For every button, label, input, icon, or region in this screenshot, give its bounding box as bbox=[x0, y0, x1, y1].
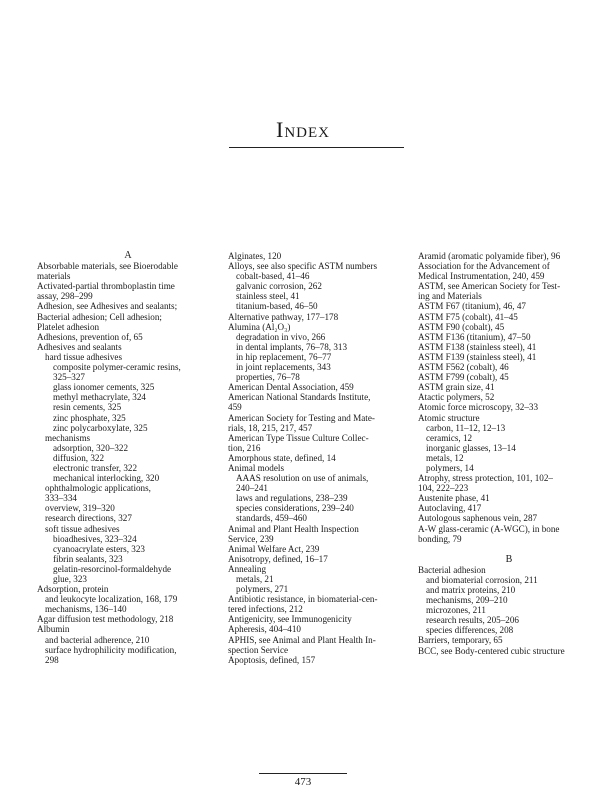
index-entry: Medical Instrumentation, 240, 459 bbox=[418, 271, 545, 282]
index-entry: rials, 18, 215, 217, 457 bbox=[228, 422, 313, 433]
index-entry: ASTM F136 (titanium), 47–50 bbox=[418, 331, 531, 342]
index-entry: Apoptosis, defined, 157 bbox=[228, 654, 316, 665]
footer-rule bbox=[259, 773, 347, 774]
index-entry: Association for the Advancement of bbox=[418, 261, 550, 272]
index-entry: 333–334 bbox=[45, 493, 77, 504]
index-entry: ASTM F139 (stainless steel), 41 bbox=[418, 351, 537, 362]
index-entry: Animal models bbox=[228, 462, 285, 473]
index-entry: polymers, 271 bbox=[236, 584, 289, 595]
index-entry: standards, 459–460 bbox=[236, 513, 307, 524]
index-entry: ASTM F799 (cobalt), 45 bbox=[418, 372, 509, 383]
index-entry: APHIS, see Animal and Plant Health In- bbox=[228, 634, 376, 645]
index-entry: Austenite phase, 41 bbox=[418, 493, 490, 504]
index-column-2 bbox=[228, 251, 410, 665]
index-entry: Service, 239 bbox=[228, 533, 274, 544]
index-column-3 bbox=[418, 251, 600, 656]
index-entry: Bacterial adhesion bbox=[418, 564, 486, 575]
index-entry: Annealing bbox=[228, 563, 267, 574]
index-entry: Albumin bbox=[37, 624, 70, 635]
index-entry: tered infections, 212 bbox=[228, 604, 303, 615]
index-entry: mechanisms, 209–210 bbox=[426, 595, 508, 606]
index-entry: surface hydrophilicity modification, bbox=[45, 644, 177, 655]
index-entry: Bacterial adhesion; Cell adhesion; bbox=[37, 311, 162, 322]
index-entry: tion, 216 bbox=[228, 442, 261, 453]
index-entry: species considerations, 239–240 bbox=[236, 503, 354, 514]
index-entry: spection Service bbox=[228, 644, 289, 655]
index-entry: Animal and Plant Health Inspection bbox=[228, 523, 359, 534]
index-entry: Barriers, temporary, 65 bbox=[418, 635, 503, 646]
index-entry: Antibiotic resistance, in biomaterial-cen- bbox=[228, 594, 378, 605]
index-entry: methyl methacrylate, 324 bbox=[53, 392, 146, 403]
index-entry: ASTM, see American Society for Test- bbox=[418, 281, 561, 292]
index-entry: in dental implants, 76–78, 313 bbox=[236, 341, 348, 352]
index-entry: A-W glass-ceramic (A-WGC), in bone bbox=[418, 523, 560, 534]
index-entry: zinc polycarboxylate, 325 bbox=[53, 422, 148, 433]
index-entry: research directions, 327 bbox=[45, 513, 132, 524]
index-entry: materials bbox=[37, 271, 71, 282]
index-entry: Adhesions, prevention of, 65 bbox=[37, 331, 143, 342]
index-entry: diffusion, 322 bbox=[53, 452, 105, 463]
index-entry: composite polymer-ceramic resins, bbox=[53, 362, 181, 373]
index-entry: American Dental Association, 459 bbox=[228, 382, 354, 393]
index-entry: ASTM F90 (cobalt), 45 bbox=[418, 321, 505, 332]
index-entry: Antigenicity, see Immunogenicity bbox=[228, 614, 352, 625]
index-entry: bioadhesives, 323–324 bbox=[53, 533, 137, 544]
index-entry: electronic transfer, 322 bbox=[53, 462, 138, 473]
section-letter: B bbox=[505, 553, 513, 565]
index-entry: in hip replacement, 76–77 bbox=[236, 351, 332, 362]
index-entry: Activated-partial thromboplastin time bbox=[37, 281, 175, 292]
index-entry: Adhesives and sealants bbox=[37, 341, 122, 352]
index-entry: ceramics, 12 bbox=[426, 432, 473, 443]
index-entry: and bacterial adherence, 210 bbox=[45, 634, 150, 645]
index-entry: cobalt-based, 41–46 bbox=[236, 271, 310, 282]
index-entry: American Society for Testing and Mate- bbox=[228, 412, 375, 423]
index-entry: overview, 319–320 bbox=[45, 503, 115, 514]
index-entry: Autoclaving, 417 bbox=[418, 503, 482, 514]
index-entry: Autologous saphenous vein, 287 bbox=[418, 513, 538, 524]
index-entry: 325–327 bbox=[53, 372, 85, 383]
index-entry: research results, 205–206 bbox=[426, 615, 519, 626]
index-entry: mechanical interlocking, 320 bbox=[53, 473, 160, 484]
index-entry: stainless steel, 41 bbox=[236, 291, 300, 302]
index-entry: Platelet adhesion bbox=[37, 321, 100, 332]
index-entry: resin cements, 325 bbox=[53, 402, 122, 413]
index-entry: galvanic corrosion, 262 bbox=[236, 281, 322, 292]
index-column-1 bbox=[37, 251, 219, 665]
index-entry: AAAS resolution on use of animals, bbox=[236, 473, 369, 484]
index-entry: American National Standards Institute, bbox=[228, 392, 371, 403]
index-entry: mechanisms bbox=[45, 432, 91, 443]
index-entry: Adhesion, see Adhesives and sealants; bbox=[37, 301, 178, 312]
index-entry: 104, 222–223 bbox=[418, 483, 469, 494]
index-entry: Alternative pathway, 177–178 bbox=[228, 311, 339, 322]
index-entry: metals, 21 bbox=[236, 574, 274, 584]
index-entry: and matrix proteins, 210 bbox=[426, 585, 516, 595]
index-entry: BCC, see Body-centered cubic structure bbox=[418, 645, 565, 656]
section-letter: A bbox=[124, 250, 132, 261]
index-entry: Alloys, see also specific ASTM numbers bbox=[228, 261, 378, 272]
index-entry: metals, 12 bbox=[426, 452, 464, 463]
index-entry: Apheresis, 404–410 bbox=[228, 624, 301, 635]
title-rule bbox=[229, 147, 404, 148]
index-entry: inorganic glasses, 13–14 bbox=[426, 442, 516, 453]
index-entry: Atomic force microscopy, 32–33 bbox=[418, 402, 539, 413]
index-entry: bonding, 79 bbox=[418, 533, 462, 544]
index-entry: gelatin-resorcinol-formaldehyde bbox=[53, 563, 172, 574]
index-entry: Alumina (Al₂O₃) bbox=[228, 321, 291, 332]
index-entry: 459 bbox=[228, 402, 242, 413]
index-entry: properties, 76–78 bbox=[236, 372, 300, 383]
index-entry: zinc phosphate, 325 bbox=[53, 412, 126, 423]
index-entry: adsorption, 320–322 bbox=[53, 442, 129, 453]
index-entry: glass ionomer cements, 325 bbox=[53, 382, 155, 393]
index-entry: Alginates, 120 bbox=[228, 251, 282, 261]
index-entry: 298 bbox=[45, 654, 59, 665]
index-entry: carbon, 11–12, 12–13 bbox=[426, 422, 506, 433]
index-entry: degradation in vivo, 266 bbox=[236, 331, 326, 342]
index-entry: and biomaterial corrosion, 211 bbox=[426, 574, 538, 585]
index-entry: ophthalmologic applications, bbox=[45, 483, 151, 494]
index-entry: assay, 298–299 bbox=[37, 291, 93, 302]
index-entry: species differences, 208 bbox=[426, 625, 514, 636]
index-entry: Atomic structure bbox=[418, 412, 480, 423]
index-entry: ASTM F138 (stainless steel), 41 bbox=[418, 341, 537, 352]
index-entry: ASTM grain size, 41 bbox=[418, 382, 495, 393]
index-entry: laws and regulations, 238–239 bbox=[236, 493, 348, 504]
index-entry: cyanoacrylate esters, 323 bbox=[53, 543, 145, 554]
index-entry: Absorbable materials, see Bioerodable bbox=[37, 261, 178, 272]
index-entry: Atrophy, stress protection, 101, 102– bbox=[418, 473, 553, 484]
index-entry: ASTM F562 (cobalt), 46 bbox=[418, 362, 509, 373]
index-entry: Animal Welfare Act, 239 bbox=[228, 543, 320, 554]
index-entry: Adsorption, protein bbox=[37, 584, 109, 595]
index-entry: and leukocyte localization, 168, 179 bbox=[45, 594, 178, 605]
page-title: Index bbox=[276, 117, 330, 142]
index-entry: mechanisms, 136–140 bbox=[45, 604, 127, 615]
index-entry: ASTM F67 (titanium), 46, 47 bbox=[418, 301, 526, 312]
index-entry: Aramid (aromatic polyamide fiber), 96 bbox=[418, 251, 561, 261]
index-entry: 240–241 bbox=[236, 483, 268, 494]
index-entry: in joint replacements, 343 bbox=[236, 362, 331, 373]
index-entry: microzones, 211 bbox=[426, 605, 486, 616]
index-entry: soft tissue adhesives bbox=[45, 523, 120, 534]
index-entry: Agar diffusion test methodology, 218 bbox=[37, 614, 174, 625]
index-entry: fibrin sealants, 323 bbox=[53, 553, 123, 564]
index-entry: hard tissue adhesives bbox=[45, 351, 123, 362]
index-entry: polymers, 14 bbox=[426, 462, 474, 473]
index-entry: Amorphous state, defined, 14 bbox=[228, 452, 336, 463]
index-entry: ing and Materials bbox=[418, 291, 482, 302]
index-entry: Atactic polymers, 52 bbox=[418, 392, 495, 403]
index-entry: Anisotropy, defined, 16–17 bbox=[228, 553, 328, 564]
page-number: 473 bbox=[294, 776, 312, 788]
index-entry: glue, 323 bbox=[53, 574, 87, 584]
index-entry: ASTM F75 (cobalt), 41–45 bbox=[418, 311, 518, 322]
index-entry: titanium-based, 46–50 bbox=[236, 301, 318, 312]
index-entry: American Type Tissue Culture Collec- bbox=[228, 432, 369, 443]
